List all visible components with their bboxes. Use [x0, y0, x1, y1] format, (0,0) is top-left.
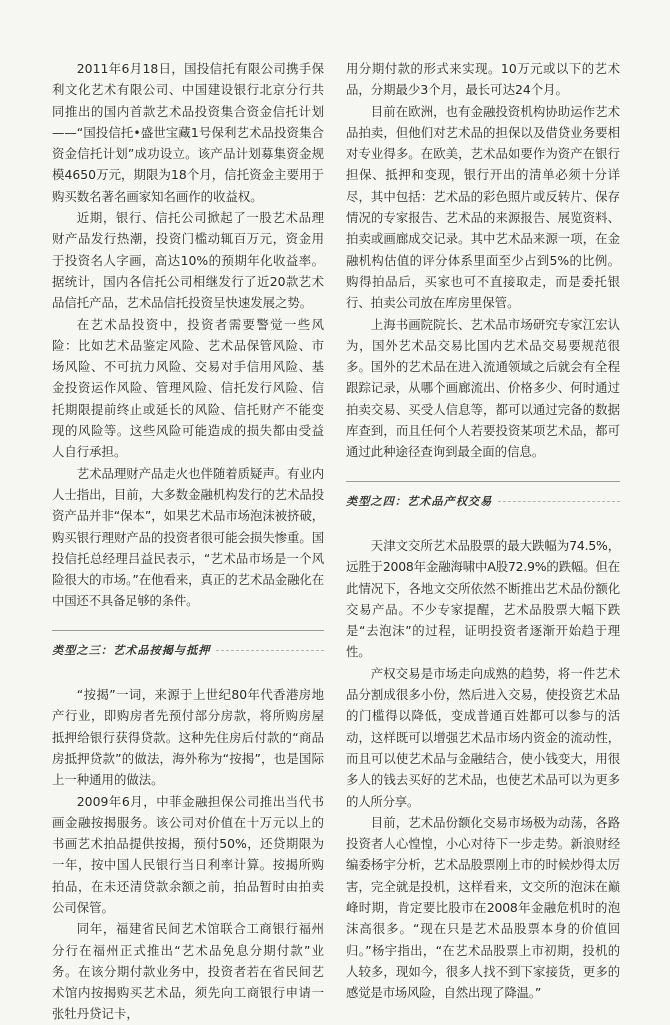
- section-divider: [498, 501, 620, 502]
- section-heading: [346, 481, 620, 512]
- section-divider: [216, 650, 324, 651]
- paragraph: 近期，银行、信托公司掀起了一股艺术品理财产品发行热潮，投资门槛动辄百万元，资金用于投资名人字画，高达10%的预期年化收益率。据统计，国内各信托公司相继发行了近20款艺术品信托产品，艺术品信托投资呈快速发展之势。: [52, 210, 324, 311]
- paragraph: 在艺术品投资中，投资者需要警觉一些风险：比如艺术品鉴定风险、艺术品保管风险、市场风险、不可抗力风险、交易对手信用风险、基金投资运作风险、管理风险、信托发行风险、信托期限提前终止或延长的风险、信托财产不能变现的风险等。这些风险可能造成的损失都由受益人自行承担。: [52, 316, 324, 460]
- paragraph: 产权交易是市场走向成熟的趋势，将一件艺术品分割成很多小份，然后进入交易，使投资艺术品的门槛得以降低，变成普通百姓都可以参与的活动，这样既可以增强艺术品市场内资金的流动性，而且可以使艺术品与金融结合，使小钱变大，用很多人的钱去买好的艺术品，也使艺术品可以为更多的人所分享。: [346, 665, 620, 809]
- paragraph: 2009年6月，中菲金融担保公司推出当代书画金融按揭服务。该公司对价值在十万元以上的书画艺术拍品提供按揭，预付50%，还贷期限为一年，按中国人民银行当日利率计算。按揭所购拍品，在未还清贷款余额之前，拍品暂时由拍卖公司保管。: [52, 793, 324, 915]
- paragraph: 2011年6月18日，国投信托有限公司携手保利文化艺术有限公司、中国建设银行北京分行共同推出的国内首款艺术品投资集合资金信托计划——“国投信托•盛世宝藏1号保利艺术品投资集合资金信托计划”成功设立。该产品计划募集资金规模4650万元，期限为18个月，信托资金主要用于购买数名著名画家知名画作的收益权。: [52, 61, 324, 204]
- paragraph: 目前，艺术品份额化交易市场极为动荡，各路投资者人心惶惶，小心对待下一步走势。新浪财经编委杨宇分析，艺术品股票刚上市的时候炒得太厉害，完全就是投机，这样看来，文交所的泡沫在巅峰时期，肯定要比股市在2008年金融危机时的泡沫高很多。“现在只是艺术品股票本身的价值回归。”杨宇指出，“在艺术品股票上市初期，投机的人较多，现如今，很多人找不到下家接货，更多的感觉是市场风险，自然出现了降温。”: [346, 814, 620, 1001]
- paragraph-continued: 用分期付款的形式来实现。10万元或以下的艺术品，分期最少3个月，最长可达24个月。: [346, 61, 620, 98]
- paragraph: 上海书画院院长、艺术品市场研究专家江宏认为，国外艺术品交易比国内艺术品交易要规范很多。国外的艺术品在进入流通领域之后就会有全程跟踪记录，从哪个画廊流出、价格多少、何时通过拍卖交易、买受人信息等，都可以通过完备的数据库查到，而且任何个人若要投资某项艺术品，都可通过此种途径查询到最全面的信息。: [346, 316, 620, 460]
- paragraph: 艺术品理财产品走火也伴随着质疑声。有业内人士指出，目前，大多数金融机构发行的艺术品投资产品并非“保本”，如果艺术品市场泡沫被挤破，购买银行理财产品的投资者很可能会损失惨重。国投信托总经理吕益民表示，“艺术品市场是一个风险很大的市场。”在他看来，真正的艺术品金融化在中国还不具备足够的条件。: [52, 465, 324, 609]
- left-column: [52, 58, 324, 1025]
- section-title: 类型之四：艺术品产权交易: [346, 493, 493, 508]
- section-heading: [52, 630, 324, 661]
- right-column: [346, 58, 620, 1003]
- paragraph: 同年，福建省民间艺术馆联合工商银行福州分行在福州正式推出“艺术品免息分期付款”业务。在该分期付款业务中，投资者若在省民间艺术馆内按揭购买艺术品，须先向工商银行申请一张牡丹贷记卡，: [52, 921, 324, 1022]
- paragraph: 目前在欧洲，也有金融投资机构协助运作艺术品拍卖，但他们对艺术品的担保以及借贷业务要相对专业得多。在欧美，艺术品如要作为资产在银行担保、抵押和变现，银行开出的清单必须十分详尽，其中包括：艺术品的彩色照片或反转片、保存情况的专家报告、艺术品的来源报告、展览资料、拍卖或画廊成交记录。其中艺术品来源一项，在金融机构估值的评分体系里面至少占到5%的比例。购得拍品后，买家也可不直接取走，而是委托银行、拍卖公司放在库房里保管。: [346, 103, 620, 311]
- section-title: 类型之三：艺术品按揭与抵押: [52, 642, 211, 657]
- paragraph: 天津文交所艺术品股票的最大跌幅为74.5%，远胜于2008年金融海啸中A股72.9%的跌幅。但在此情况下，各地文交所依然不断推出艺术品份额化交易产品。不少专家提醒，艺术品股票大幅下跌是“去泡沫”的过程，证明投资者逐渐开始趋于理性。: [346, 537, 620, 660]
- paragraph: “按揭”一词，来源于上世纪80年代香港房地产行业，即购房者先预付部分房款，将所购房屋抵押给银行获得贷款。这种先住房后付款的“商品房抵押贷款”的做法，海外称为“按揭”，也是国际上一种通用的做法。: [52, 687, 324, 788]
